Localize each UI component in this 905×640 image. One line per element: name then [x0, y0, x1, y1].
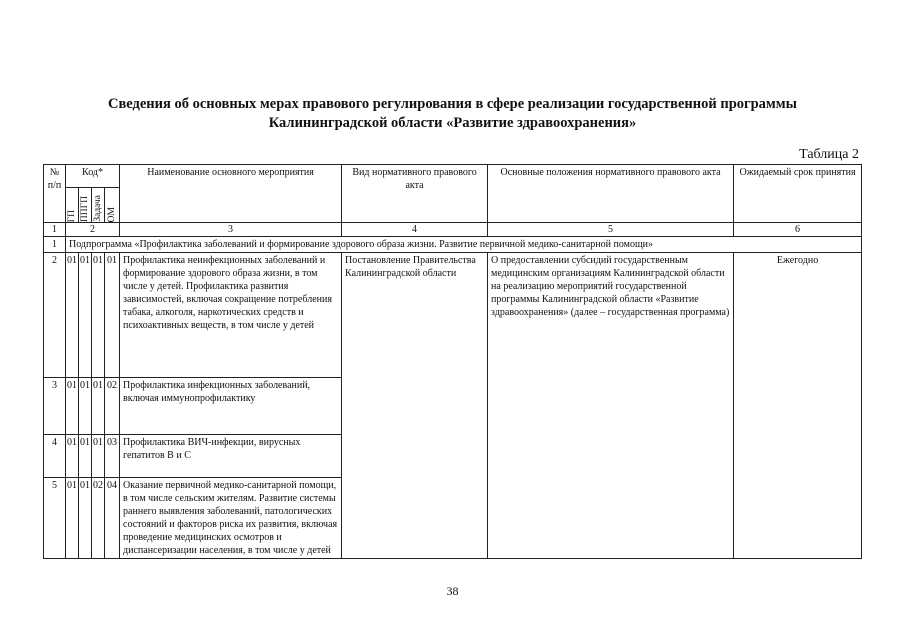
title-line-1: Сведения об основных мерах правового регулирования в сфере реализации государственной программы	[107, 96, 797, 112]
code-gp: 01	[66, 378, 79, 435]
code-ppgp: 01	[79, 435, 92, 478]
measure-name: Оказание первичной медико-санитарной помощи, в том числе сельским жителям. Развитие системы раннего выявления заболеваний, патологических состояний и факторов риска их развития, включая проведение медицинских осмотров и диспансеризации населения, в том числе у детей	[120, 478, 342, 559]
row-num: 5	[44, 478, 66, 559]
page-number: 38	[446, 584, 459, 598]
code-task: 02	[92, 478, 105, 559]
column-number: 6	[734, 223, 862, 237]
code-gp: 01	[66, 435, 79, 478]
code-gp: 01	[66, 478, 79, 559]
term: Ежегодно	[734, 253, 862, 559]
code-task: 01	[92, 435, 105, 478]
code-task: 01	[92, 253, 105, 378]
header-code-gp: ГП	[66, 188, 79, 223]
table-row	[44, 253, 862, 378]
code-om: 01	[105, 253, 120, 378]
column-number: 2	[66, 223, 120, 237]
title-line-2: Калининградской области «Развитие здравоохранения»	[268, 115, 637, 131]
column-number-row	[44, 223, 862, 237]
code-gp: 01	[66, 253, 79, 378]
code-ppgp: 01	[79, 253, 92, 378]
header-code-om: ОМ	[105, 188, 120, 223]
code-om: 02	[105, 378, 120, 435]
header-name: Наименование основного мероприятия	[120, 165, 342, 223]
code-ppgp: 01	[79, 478, 92, 559]
header-code-task: Задача	[92, 188, 105, 223]
header-term: Ожидаемый срок принятия	[734, 165, 862, 223]
row-num: 4	[44, 435, 66, 478]
row-num: 2	[44, 253, 66, 378]
measures-table	[43, 164, 862, 559]
measure-name: Профилактика неинфекционных заболеваний и формирование здорового образа жизни, в том числе у детей. Профилактика развития зависимостей, включая сокращение потребления табака, алкоголя, наркотических средств и психоактивных веществ, в том числе у детей	[120, 253, 342, 378]
column-number: 4	[342, 223, 488, 237]
provisions: О предоставлении субсидий государственным медицинским организациям Калининградской области на реализацию мероприятий государственной программы Калининградской области «Развитие здравоохранения» (далее – государственная программа)	[488, 253, 734, 559]
code-om: 03	[105, 435, 120, 478]
row-num: 3	[44, 378, 66, 435]
header-code: Код*	[66, 165, 120, 188]
measure-name: Профилактика ВИЧ-инфекции, вирусных гепатитов В и С	[120, 435, 342, 478]
column-number: 5	[488, 223, 734, 237]
column-number: 3	[120, 223, 342, 237]
header-provisions: Основные положения нормативного правового акта	[488, 165, 734, 223]
subprogram-row	[44, 237, 862, 253]
header-code-ppgp: ППГП	[79, 188, 92, 223]
measure-name: Профилактика инфекционных заболеваний, включая иммунопрофилактику	[120, 378, 342, 435]
code-om: 04	[105, 478, 120, 559]
code-ppgp: 01	[79, 378, 92, 435]
code-task: 01	[92, 378, 105, 435]
header-num: № п/п	[44, 165, 66, 223]
act-type-continuation	[342, 478, 488, 559]
subprogram-title: Подпрограмма «Профилактика заболеваний и формирование здорового образа жизни. Развитие первичной медико-санитарной помощи»	[66, 237, 862, 253]
table-label: Таблица 2	[799, 147, 859, 162]
header-act-type: Вид нормативного правового акта	[342, 165, 488, 223]
column-number: 1	[44, 223, 66, 237]
subprogram-num: 1	[44, 237, 66, 253]
document-title	[0, 95, 905, 133]
act-type: Постановление Правительства Калининградской области	[342, 253, 488, 478]
